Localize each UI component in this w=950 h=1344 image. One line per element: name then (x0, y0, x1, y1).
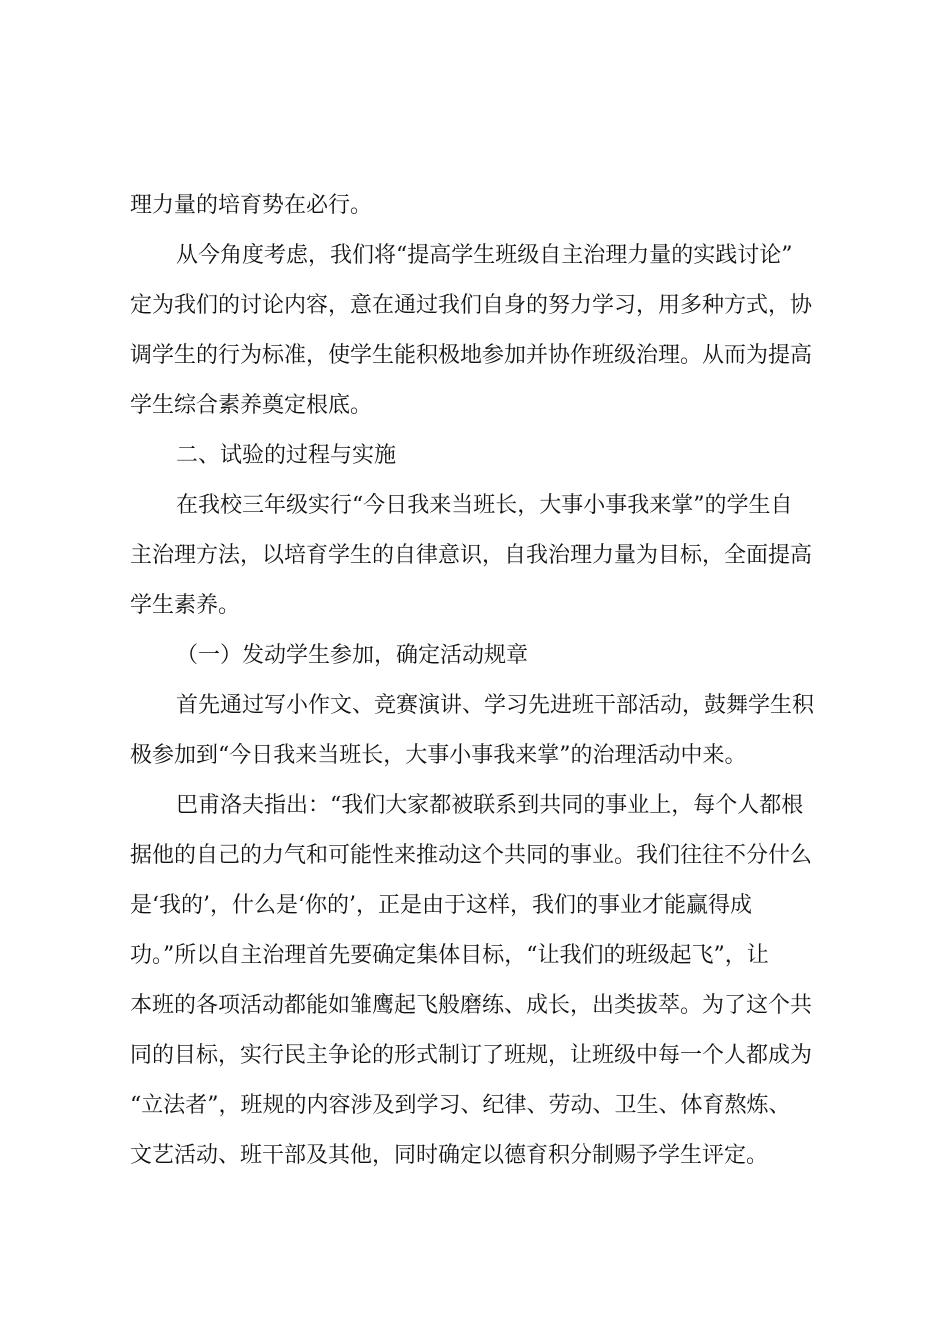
text-line: “立法者”，班规的内容涉及到学习、纪律、劳动、卫生、体育熬炼、 (130, 1093, 791, 1118)
subsection-heading: （一）发动学生参加，确定活动规章 (176, 643, 529, 668)
text-line: 极参加到“今日我来当班长，大事小事我来掌”的治理活动中来。 (130, 743, 747, 768)
text-line: 本班的各项活动都能如雏鹰起飞般磨练、成长，出类拔萃。为了这个共 (130, 993, 813, 1018)
text-line: 同的目标，实行民主争论的形式制订了班规，让班级中每一个人都成为 (130, 1043, 813, 1068)
text-line: 是‘我的’，什么是‘你的’，正是由于这样，我们的事业才能赢得成 (130, 893, 752, 918)
text-line: 学生素养。 (130, 593, 241, 618)
text-line: 从今角度考虑，我们将“提高学生班级自主治理力量的实践讨论” (176, 243, 793, 268)
text-line: 首先通过写小作文、竞赛演讲、学习先进班干部活动，鼓舞学生积 (176, 693, 815, 718)
text-line: 理力量的培育势在必行。 (130, 193, 373, 218)
text-line: 据他的自己的力气和可能性来推动这个共同的事业。我们往往不分什么 (130, 843, 813, 868)
text-line: 在我校三年级实行“今日我来当班长，大事小事我来掌”的学生自 (176, 493, 793, 518)
text-line: 定为我们的讨论内容，意在通过我们自身的努力学习，用多种方式，协 (130, 293, 813, 318)
section-heading: 二、试验的过程与实施 (176, 443, 397, 468)
text-line: 学生综合素养奠定根底。 (130, 393, 373, 418)
text-line: 主治理方法，以培育学生的自律意识，自我治理力量为目标，全面提高 (130, 543, 813, 568)
text-line: 功。”所以自主治理首先要确定集体目标，“让我们的班级起飞”，让 (130, 943, 769, 968)
text-line: 巴甫洛夫指出：“我们大家都被联系到共同的事业上，每个人都根 (176, 793, 804, 818)
text-line: 调学生的行为标准，使学生能积极地参加并协作班级治理。从而为提高 (130, 343, 813, 368)
text-line: 文艺活动、班干部及其他，同时确定以德育积分制赐予学生评定。 (130, 1143, 769, 1168)
